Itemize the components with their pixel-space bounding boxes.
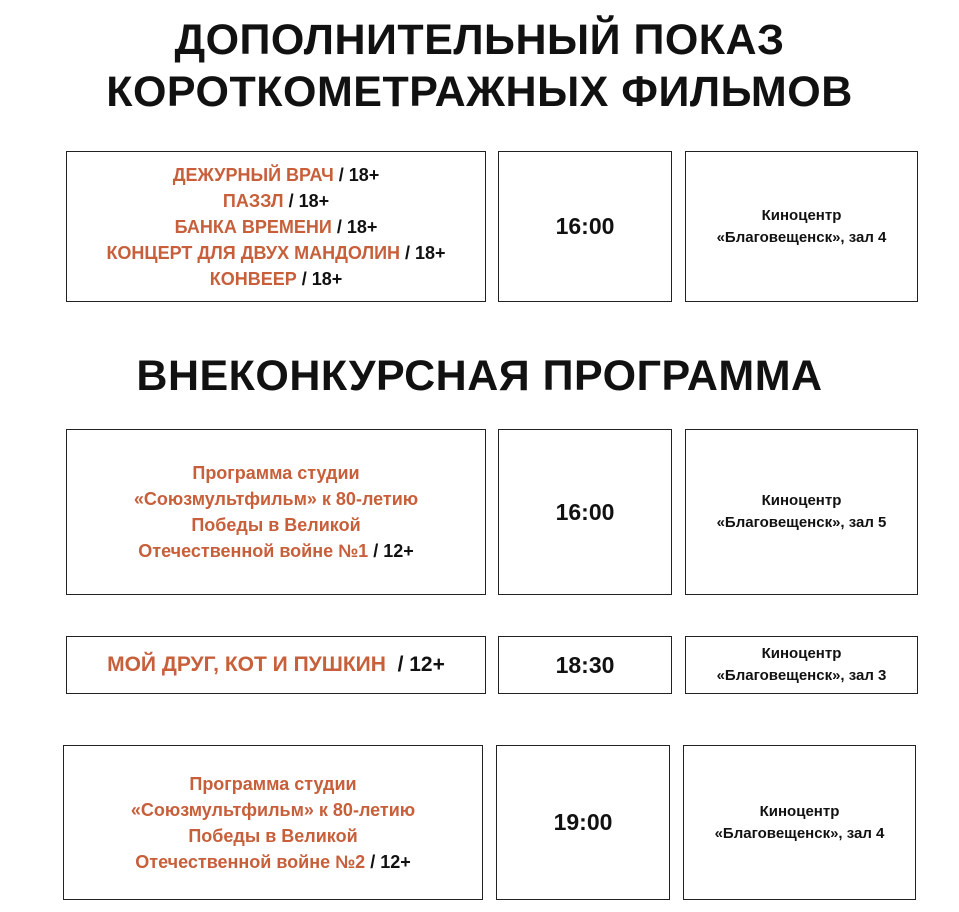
- film-line: [223, 188, 329, 214]
- showtime: 18:30: [555, 651, 615, 678]
- film-line: [210, 266, 343, 292]
- film-title: Отечественной войне №1: [138, 541, 369, 561]
- film-line: Победы в Великой: [191, 515, 361, 535]
- heading-line: ДОПОЛНИТЕЛЬНЫЙ ПОКАЗ: [174, 16, 785, 64]
- program-films-box: [66, 636, 486, 694]
- film-line: [138, 538, 413, 564]
- showtime: 19:00: [553, 809, 613, 835]
- film-title: Отечественной войне №2: [135, 851, 366, 872]
- film-line: [106, 240, 445, 266]
- venue-hall: «Благовещенск», зал 4: [714, 824, 885, 842]
- age-rating: / 18+: [296, 268, 343, 289]
- venue-name: Киноцентр: [761, 206, 842, 224]
- age-rating: / 12+: [368, 541, 414, 561]
- showtime: 16:00: [555, 213, 615, 239]
- showtime-box: [498, 151, 672, 302]
- venue-box: [683, 745, 916, 900]
- film-title: ДЕЖУРНЫЙ ВРАЧ: [172, 164, 334, 185]
- film-line: «Союзмультфильм» к 80-летию: [130, 799, 416, 820]
- heading-line: КОРОТКОМЕТРАЖНЫХ ФИЛЬМОВ: [106, 68, 853, 116]
- venue-box: [685, 151, 918, 302]
- venue-name: Киноцентр: [761, 645, 842, 662]
- venue-name: Киноцентр: [759, 802, 840, 820]
- age-rating: / 12+: [385, 653, 445, 676]
- film-line: «Союзмультфильм» к 80-летию: [133, 489, 419, 509]
- film-line: Победы в Великой: [188, 825, 358, 846]
- film-line: [175, 214, 378, 240]
- age-rating: / 18+: [333, 164, 380, 185]
- venue-name: Киноцентр: [761, 492, 842, 509]
- showtime: 16:00: [555, 498, 615, 525]
- film-title: КОНЦЕРТ ДЛЯ ДВУХ МАНДОЛИН: [106, 242, 401, 263]
- film-title: БАНКА ВРЕМЕНИ: [174, 216, 332, 237]
- age-rating: / 18+: [400, 242, 446, 263]
- film-line: [173, 162, 380, 188]
- film-line: [135, 849, 410, 875]
- film-line: [107, 652, 445, 678]
- film-line: Программа студии: [189, 773, 357, 794]
- showtime-box: [498, 636, 672, 694]
- venue-hall: «Благовещенск», зал 3: [716, 667, 887, 684]
- film-title: МОЙ ДРУГ, КОТ И ПУШКИН: [107, 653, 386, 676]
- age-rating: / 18+: [283, 190, 330, 211]
- extra-show-films-box: [66, 151, 486, 302]
- venue-box: [685, 429, 918, 595]
- showtime-box: [496, 745, 670, 900]
- venue-hall: «Благовещенск», зал 5: [716, 514, 887, 531]
- film-title: КОНВЕЕР: [209, 268, 297, 289]
- extra-show-heading: [0, 14, 959, 118]
- program-films-box: [66, 429, 486, 595]
- age-rating: / 18+: [331, 216, 378, 237]
- venue-box: [685, 636, 918, 694]
- film-line: Программа студии: [192, 463, 360, 483]
- venue-hall: «Благовещенск», зал 4: [716, 228, 887, 246]
- program-films-box: [63, 745, 483, 900]
- age-rating: / 12+: [365, 851, 411, 872]
- out-of-competition-heading: ВНЕКОНКУРСНАЯ ПРОГРАММА: [136, 352, 823, 400]
- film-title: ПАЗЗЛ: [222, 190, 284, 211]
- showtime-box: [498, 429, 672, 595]
